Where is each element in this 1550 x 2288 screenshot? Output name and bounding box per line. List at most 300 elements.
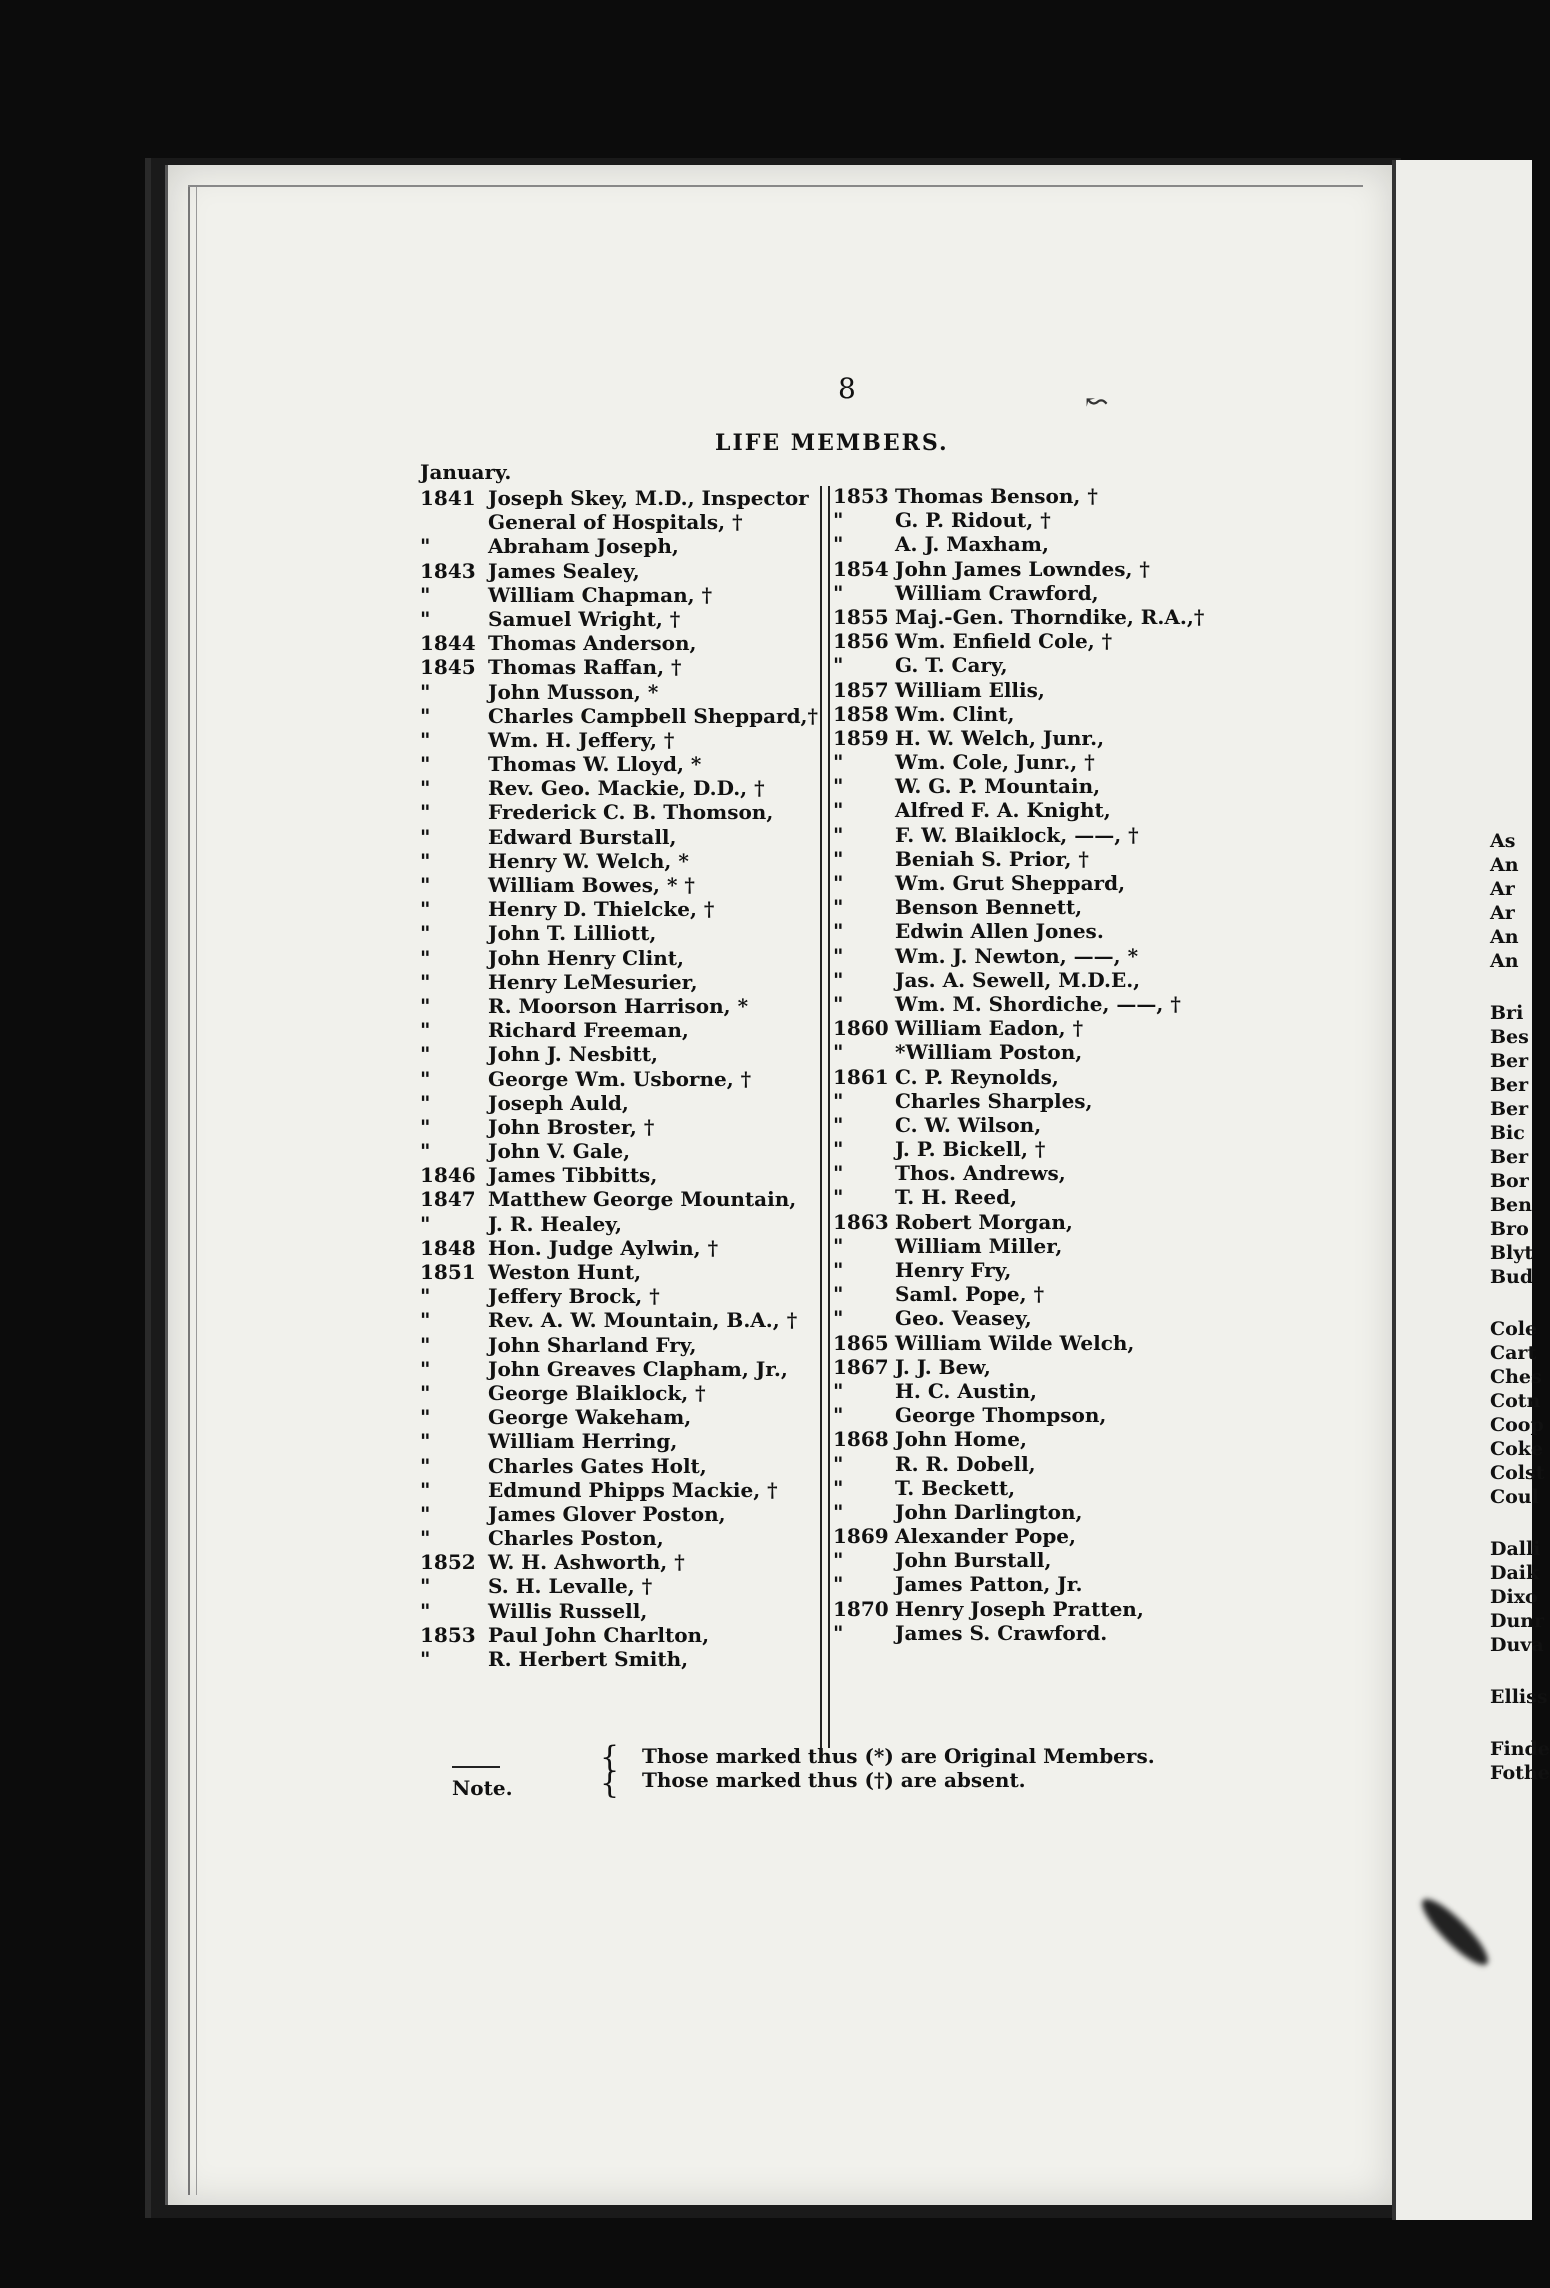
adjacent-page-fragment: Ches: [1490, 1366, 1542, 1388]
member-name: William Wilde Welch,: [895, 1330, 1135, 1355]
member-entry: [833, 1355, 1204, 1379]
member-year: ": [833, 991, 844, 1016]
member-year: 1868: [833, 1427, 889, 1452]
member-name: Alfred F. A. Knight,: [895, 798, 1111, 823]
member-entry: [420, 970, 818, 994]
member-year: ": [420, 1090, 431, 1115]
member-year: ": [420, 582, 431, 607]
member-name: G. T. Cary,: [895, 653, 1008, 678]
member-name: Henry Fry,: [895, 1258, 1012, 1282]
member-name: Paul John Charlton,: [488, 1622, 710, 1647]
member-name: John Burstall,: [895, 1548, 1052, 1573]
member-name: Samuel Wright, †: [488, 606, 681, 631]
adjacent-page-fragment: Fothe: [1490, 1762, 1550, 1784]
page-title: LIFE MEMBERS.: [715, 430, 949, 456]
member-year: ": [420, 1332, 431, 1357]
member-entry: [833, 484, 1204, 508]
member-entry: [420, 559, 818, 583]
member-name: Saml. Pope, †: [895, 1282, 1045, 1307]
member-entry: [420, 1623, 818, 1647]
member-name: *William Poston,: [895, 1040, 1083, 1065]
member-entry: [833, 1258, 1204, 1282]
member-year: 1870: [833, 1596, 889, 1621]
member-name: Frederick C. B. Thomson,: [488, 800, 774, 825]
member-name: Charles Sharples,: [895, 1088, 1093, 1113]
member-entry: [833, 847, 1204, 871]
member-entry: [833, 557, 1204, 581]
member-year: 1847: [420, 1187, 476, 1212]
member-entry: [833, 968, 1204, 992]
member-entry: [833, 1185, 1204, 1209]
member-year: ": [420, 921, 431, 946]
member-entry: [420, 1502, 818, 1526]
member-name: Edmund Phipps Mackie, †: [488, 1477, 778, 1502]
member-name: William Herring,: [488, 1429, 678, 1454]
member-name: F. W. Blaiklock, ——, †: [895, 822, 1139, 847]
note-label: Note.: [452, 1776, 513, 1800]
member-entry: [420, 921, 818, 945]
member-year: 1848: [420, 1235, 476, 1260]
member-entry: [420, 1574, 818, 1598]
member-name: Willis Russell,: [488, 1598, 648, 1623]
adjacent-page-fragment: An: [1490, 854, 1519, 876]
member-entry: [833, 1572, 1204, 1596]
adjacent-page-fragment: Coul: [1490, 1486, 1539, 1508]
member-name: H. C. Austin,: [895, 1378, 1037, 1403]
adjacent-page-fragment: Ber: [1490, 1098, 1529, 1120]
member-entry: [420, 1478, 818, 1502]
member-name: Charles Campbell Sheppard,†: [488, 703, 818, 728]
member-year: ": [833, 1040, 844, 1065]
member-entry: [833, 1548, 1204, 1572]
member-year: ": [833, 822, 844, 847]
member-name: George Thompson,: [895, 1403, 1107, 1428]
adjacent-page-fragment: Bic: [1490, 1122, 1525, 1144]
member-entry: [833, 1331, 1204, 1355]
member-year: ": [420, 1356, 431, 1381]
member-name: William Chapman, †: [488, 582, 713, 607]
member-year: ": [833, 774, 844, 799]
member-entry: [833, 702, 1204, 726]
member-year: 1857: [833, 677, 889, 702]
adjacent-page-fragment: Ben: [1490, 1194, 1532, 1216]
member-year: ": [833, 1499, 844, 1524]
member-name: William Miller,: [895, 1233, 1063, 1258]
member-name: William Bowes, * †: [488, 873, 695, 897]
member-entry: [833, 1016, 1204, 1040]
member-year: ": [420, 993, 431, 1018]
member-entry: [833, 605, 1204, 629]
member-year: ": [420, 945, 431, 970]
member-year: ": [833, 580, 844, 605]
member-entry: [833, 581, 1204, 605]
member-year: ": [420, 1598, 431, 1623]
member-name: T. Beckett,: [895, 1475, 1016, 1500]
member-entry: [833, 726, 1204, 750]
member-name: C. W. Wilson,: [895, 1112, 1042, 1137]
member-year: ": [420, 897, 431, 922]
member-name: Wm. Clint,: [895, 701, 1015, 726]
member-name: William Crawford,: [895, 580, 1099, 605]
member-entry: [833, 1040, 1204, 1064]
member-name: George Wm. Usborne, †: [488, 1066, 752, 1091]
member-entry: [833, 823, 1204, 847]
member-year: ": [420, 969, 431, 994]
member-entry: [833, 1379, 1204, 1403]
member-year: ": [420, 703, 431, 728]
member-year: ": [420, 1018, 431, 1043]
member-year: ": [420, 1574, 431, 1599]
member-entry: [420, 873, 818, 897]
member-entry: [833, 944, 1204, 968]
member-year: 1845: [420, 655, 476, 680]
member-entry: [420, 1187, 818, 1211]
member-name: Wm. Enfield Cole, †: [895, 629, 1113, 654]
member-year: ": [420, 1139, 431, 1164]
member-entry: [420, 1067, 818, 1091]
member-entry: [420, 1599, 818, 1623]
adjacent-page-fragment: Cole: [1490, 1318, 1538, 1340]
member-entry: [420, 655, 818, 679]
note-line-absent: Those marked thus (†) are absent.: [642, 1768, 1026, 1792]
member-entry: [420, 704, 818, 728]
member-entry: [420, 1308, 818, 1332]
page-border-line-inner: [196, 185, 197, 2195]
left-member-column: [420, 486, 818, 1671]
note-rule: [452, 1766, 500, 1768]
member-name: John Darlington,: [895, 1499, 1083, 1524]
member-year: 1865: [833, 1330, 889, 1355]
member-year: ": [833, 532, 844, 557]
member-entry: [833, 1210, 1204, 1234]
member-entry: [833, 653, 1204, 677]
member-entry: [420, 1018, 818, 1042]
adjacent-page-fragment: Duva: [1490, 1634, 1544, 1656]
adjacent-page-fragment: Dalli: [1490, 1538, 1541, 1560]
member-year: ": [420, 1453, 431, 1478]
member-entry: [833, 750, 1204, 774]
member-name: John J. Nesbitt,: [488, 1042, 658, 1067]
member-entry: [833, 1403, 1204, 1427]
member-entry: [420, 994, 818, 1018]
member-entry: [833, 678, 1204, 702]
member-year: ": [420, 1066, 431, 1091]
member-name: H. W. Welch, Junr.,: [895, 725, 1105, 750]
member-entry: [420, 1042, 818, 1066]
member-entry: [833, 508, 1204, 532]
member-name: Wm. Cole, Junr., †: [895, 750, 1095, 775]
member-name: Henry W. Welch, *: [488, 848, 689, 873]
member-entry: [420, 1260, 818, 1284]
member-year: ": [833, 1572, 844, 1597]
adjacent-page-fragment: Bri: [1490, 1002, 1524, 1024]
right-member-column: [833, 484, 1204, 1645]
member-name: Thos. Andrews,: [895, 1161, 1066, 1186]
member-name: James Glover Poston,: [488, 1501, 726, 1526]
member-entry: [420, 897, 818, 921]
member-entry: [420, 583, 818, 607]
member-year: 1852: [420, 1550, 476, 1575]
pencil-mark: ↜: [1085, 385, 1109, 418]
member-year: ": [833, 846, 844, 871]
member-entry: [420, 1357, 818, 1381]
member-name: G. P. Ridout, †: [895, 508, 1051, 533]
member-entry: [833, 798, 1204, 822]
member-year: ": [833, 871, 844, 895]
member-year: ": [833, 1282, 844, 1307]
member-name: Thomas Benson, †: [895, 484, 1098, 508]
member-year: ": [420, 1477, 431, 1502]
member-entry: [420, 631, 818, 655]
member-name: Rev. Geo. Mackie, D.D., †: [488, 776, 765, 801]
member-year: ": [420, 534, 431, 559]
member-entry: [420, 510, 818, 534]
member-name: James Tibbitts,: [488, 1163, 658, 1188]
member-year: ": [833, 1306, 844, 1331]
member-entry: [833, 1500, 1204, 1524]
member-name: John Greaves Clapham, Jr.,: [488, 1356, 788, 1381]
member-year: ": [833, 1233, 844, 1258]
member-name: W. G. P. Mountain,: [895, 774, 1101, 799]
member-year: ": [420, 727, 431, 752]
member-year: ": [420, 1380, 431, 1405]
member-year: ": [420, 848, 431, 873]
adjacent-page-fragment: Cart: [1490, 1342, 1537, 1364]
member-entry: [833, 532, 1204, 556]
member-year: ": [420, 679, 431, 704]
member-name: T. H. Reed,: [895, 1185, 1018, 1210]
member-entry: [833, 1524, 1204, 1548]
member-entry: [420, 946, 818, 970]
member-year: 1843: [420, 558, 476, 583]
adjacent-page-fragment: Daik: [1490, 1562, 1540, 1584]
member-entry: [420, 849, 818, 873]
member-entry: [833, 629, 1204, 653]
member-name: J. R. Healey,: [488, 1211, 622, 1236]
member-year: ": [833, 1112, 844, 1137]
member-entry: [420, 1333, 818, 1357]
month-label: January.: [420, 460, 512, 484]
adjacent-page-fragment: Finde: [1490, 1738, 1550, 1760]
member-year: ": [833, 943, 844, 968]
page-top-line: [188, 185, 1363, 187]
column-divider-right: [828, 486, 830, 1748]
member-name: Matthew George Mountain,: [488, 1187, 797, 1212]
adjacent-page-fragment: Bes: [1490, 1026, 1529, 1048]
member-entry: [420, 1429, 818, 1453]
member-name: Edward Burstall,: [488, 824, 677, 849]
member-entry: [420, 1163, 818, 1187]
member-name: Henry Joseph Pratten,: [895, 1596, 1144, 1621]
member-name: Weston Hunt,: [488, 1260, 642, 1284]
adjacent-page-fragment: Ber: [1490, 1146, 1529, 1168]
member-year: 1860: [833, 1016, 889, 1041]
member-name: Wm. J. Newton, ——, *: [895, 943, 1139, 968]
member-year: ": [420, 1308, 431, 1333]
member-entry: [420, 1236, 818, 1260]
member-name: Maj.-Gen. Thorndike, R.A.,†: [895, 604, 1205, 629]
member-year: 1851: [420, 1260, 476, 1284]
member-entry: [420, 607, 818, 631]
member-entry: [833, 919, 1204, 943]
member-year: 1853: [420, 1622, 476, 1647]
member-name: Thomas Raffan, †: [488, 655, 682, 680]
adjacent-page-fragment: Ber: [1490, 1074, 1529, 1096]
member-entry: [420, 776, 818, 800]
member-year: ": [833, 895, 844, 920]
member-year: 1859: [833, 725, 889, 750]
member-year: ": [420, 776, 431, 801]
member-name: John Sharland Fry,: [488, 1332, 697, 1357]
member-entry: [420, 728, 818, 752]
adjacent-page-fragment: Dixo: [1490, 1586, 1538, 1608]
member-year: ": [833, 967, 844, 992]
column-divider-left: [820, 486, 822, 1748]
page-number: 8: [838, 372, 856, 405]
adjacent-page-fragment: Coop: [1490, 1414, 1544, 1436]
member-year: 1856: [833, 629, 889, 654]
member-entry: [833, 1427, 1204, 1451]
member-name: Jas. A. Sewell, M.D.E.,: [895, 967, 1141, 992]
member-entry: [420, 752, 818, 776]
page-border-line: [188, 185, 190, 2195]
member-entry: [420, 800, 818, 824]
member-year: ": [833, 1451, 844, 1476]
member-year: ": [420, 1284, 431, 1309]
member-name: Hon. Judge Aylwin, †: [488, 1235, 719, 1260]
member-name: Wm. H. Jeffery, †: [488, 727, 675, 752]
member-entry: [833, 1161, 1204, 1185]
member-entry: [420, 1550, 818, 1574]
member-name: Charles Poston,: [488, 1526, 664, 1551]
adjacent-page-fragment: Ber: [1490, 1050, 1529, 1072]
member-year: ": [833, 798, 844, 823]
member-name: J. J. Bew,: [895, 1354, 991, 1379]
member-name: J. P. Bickell, †: [895, 1137, 1046, 1162]
member-name: John Home,: [895, 1427, 1027, 1452]
member-name: Richard Freeman,: [488, 1018, 689, 1043]
member-name: Rev. A. W. Mountain, B.A., †: [488, 1308, 798, 1333]
member-year: ": [833, 1378, 844, 1403]
member-name: George Wakeham,: [488, 1405, 692, 1430]
member-name: James S. Crawford.: [895, 1620, 1108, 1645]
member-year: ": [420, 1211, 431, 1236]
member-entry: [833, 1282, 1204, 1306]
member-entry: [420, 680, 818, 704]
member-year: ": [833, 1161, 844, 1186]
member-name: Thomas Anderson,: [488, 631, 697, 656]
member-entry: [833, 1113, 1204, 1137]
member-name: John T. Lilliott,: [488, 921, 657, 946]
member-entry: [833, 1452, 1204, 1476]
member-name: Wm. Grut Sheppard,: [895, 871, 1126, 895]
member-name: Jeffery Brock, †: [488, 1284, 660, 1309]
member-name: Thomas W. Lloyd, *: [488, 752, 702, 777]
member-entry: [833, 1137, 1204, 1161]
member-entry: [420, 1091, 818, 1115]
member-year: ": [833, 1403, 844, 1428]
adjacent-page-fragment: An: [1490, 926, 1519, 948]
member-entry: [420, 1647, 818, 1671]
adjacent-page-fragment: Cotn: [1490, 1390, 1541, 1412]
adjacent-page-fragment: Bor: [1490, 1170, 1529, 1192]
member-entry: [833, 1597, 1204, 1621]
adjacent-page-fragment: Blyt: [1490, 1242, 1534, 1264]
member-year: ": [420, 1429, 431, 1454]
member-year: ": [833, 1548, 844, 1573]
member-name: Joseph Skey, M.D., Inspector: [488, 486, 809, 510]
member-name: R. Moorson Harrison, *: [488, 993, 749, 1018]
adjacent-page-fragment: Coke: [1490, 1438, 1544, 1460]
member-entry: [833, 1621, 1204, 1645]
member-entry: [420, 1526, 818, 1550]
member-name: Geo. Veasey,: [895, 1306, 1032, 1331]
member-name: John V. Gale,: [488, 1139, 631, 1164]
note-brace: {: [600, 1740, 620, 1775]
member-name: John Musson, *: [488, 679, 659, 704]
member-name: Benson Bennett,: [895, 895, 1083, 920]
member-name: R. R. Dobell,: [895, 1451, 1036, 1476]
member-year: 1869: [833, 1524, 889, 1549]
member-name: George Blaiklock, †: [488, 1380, 706, 1405]
member-name: John Henry Clint,: [488, 945, 684, 970]
member-name: Henry D. Thielcke, †: [488, 897, 715, 922]
member-year: ": [420, 1501, 431, 1526]
member-name: General of Hospitals, †: [488, 510, 743, 535]
adjacent-page-fragment: Colst: [1490, 1462, 1545, 1484]
member-year: ": [833, 1088, 844, 1113]
member-name: Henry LeMesurier,: [488, 969, 698, 994]
member-year: ": [420, 752, 431, 777]
member-entry: [420, 1381, 818, 1405]
member-year: ": [833, 1258, 844, 1282]
member-entry: [420, 1115, 818, 1139]
member-year: [420, 510, 488, 534]
member-year: 1867: [833, 1354, 889, 1379]
member-name: William Eadon, †: [895, 1016, 1084, 1041]
adjacent-page-fragment: Dunr: [1490, 1610, 1545, 1632]
member-year: 1863: [833, 1209, 889, 1234]
member-name: Robert Morgan,: [895, 1209, 1073, 1234]
member-name: William Ellis,: [895, 677, 1045, 702]
member-name: S. H. Levalle, †: [488, 1574, 653, 1599]
member-year: 1861: [833, 1064, 889, 1089]
member-year: ": [833, 919, 844, 944]
member-name: A. J. Maxham,: [895, 532, 1049, 557]
member-entry: [420, 1454, 818, 1478]
member-year: ": [420, 1526, 431, 1551]
member-entry: [833, 1476, 1204, 1500]
member-year: ": [420, 1647, 431, 1671]
member-year: ": [420, 1114, 431, 1139]
adjacent-page-fragment: As: [1490, 830, 1516, 852]
member-entry: [833, 1306, 1204, 1330]
member-name: John James Lowndes, †: [895, 556, 1150, 581]
member-year: ": [420, 1405, 431, 1430]
member-entry: [420, 1139, 818, 1163]
member-year: 1854: [833, 556, 889, 581]
adjacent-page-fragment: Ar: [1490, 902, 1515, 924]
member-entry: [833, 992, 1204, 1016]
member-year: ": [833, 508, 844, 533]
member-year: ": [420, 1042, 431, 1067]
member-year: ": [833, 1137, 844, 1162]
member-name: Abraham Joseph,: [488, 534, 679, 559]
member-name: R. Herbert Smith,: [488, 1647, 689, 1671]
member-name: Alexander Pope,: [895, 1524, 1076, 1549]
member-entry: [833, 895, 1204, 919]
member-year: 1844: [420, 631, 476, 656]
